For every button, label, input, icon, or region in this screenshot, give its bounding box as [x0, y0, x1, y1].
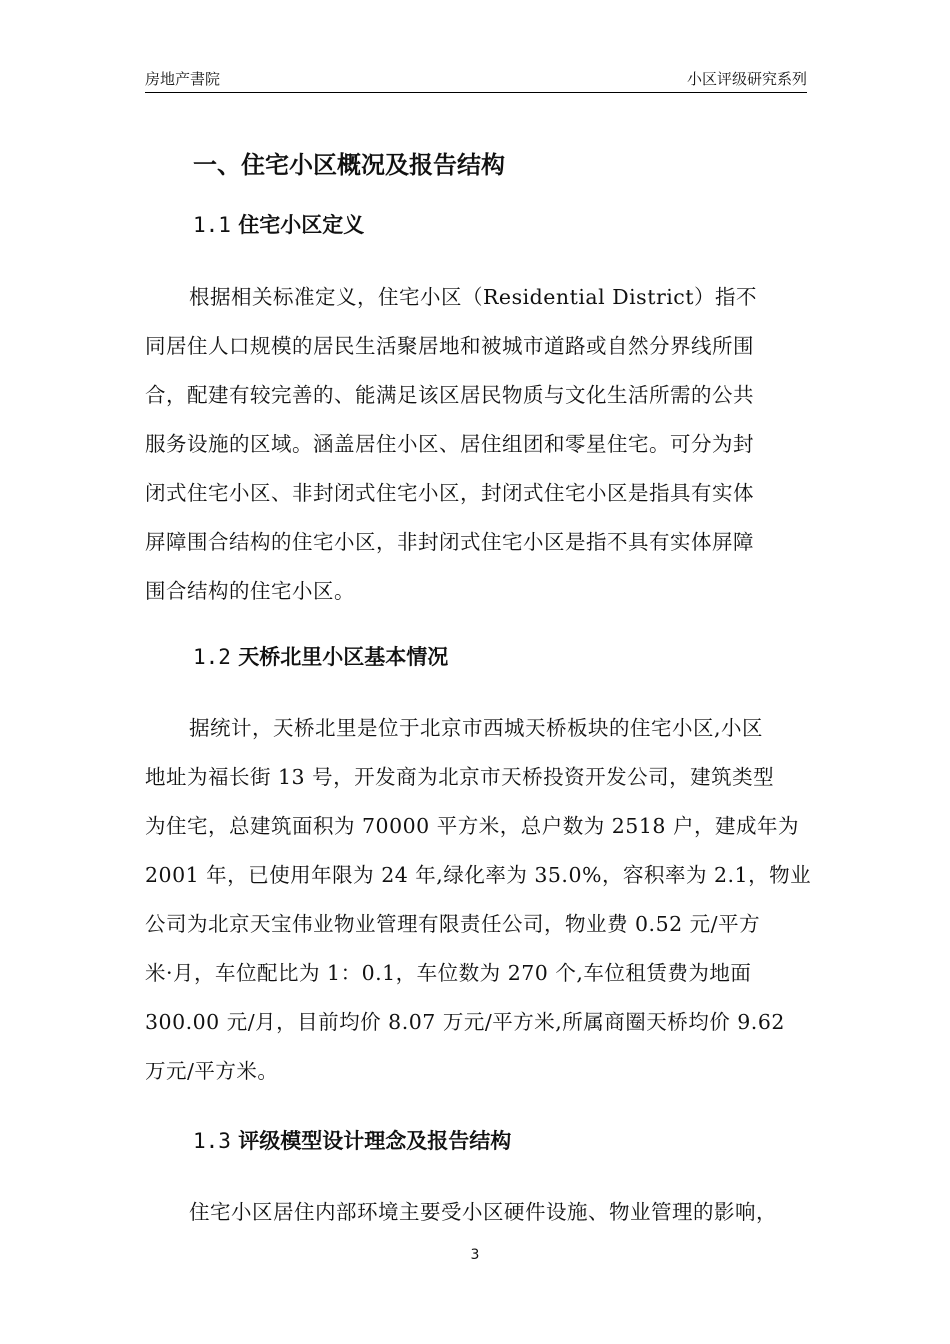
subsection-number: 1.3 — [193, 1129, 231, 1153]
subsection-title: 天桥北里小区基本情况 — [238, 645, 449, 669]
document-body — [145, 138, 812, 1237]
text-line: 闭式住宅小区、非封闭式住宅小区，封闭式住宅小区是指具有实体 — [145, 481, 754, 505]
subsection-number: 1.1 — [193, 213, 231, 237]
subsection-title: 住宅小区定义 — [238, 213, 365, 237]
text-line: 2001 年，已使用年限为 24 年,绿化率为 35.0%，容积率为 2.1，物业 — [145, 863, 812, 887]
text-line: 根据相关标准定义，住宅小区（Residential District）指不 — [189, 285, 758, 309]
page-number: 3 — [470, 1247, 480, 1263]
text-line: 围合结构的住宅小区。 — [145, 579, 355, 603]
text-line: 万元/平方米。 — [145, 1059, 279, 1083]
header-left-text: 房地产書院 — [145, 70, 221, 88]
text-line: 同居住人口规模的居民生活聚居地和被城市道路或自然分界线所围 — [145, 334, 754, 358]
text-line: 服务设施的区域。涵盖居住小区、居住组团和零星住宅。可分为封 — [145, 432, 754, 456]
text-line: 地址为福长街 13 号，开发商为北京市天桥投资开发公司，建筑类型 — [145, 765, 775, 789]
paragraph-rating-model — [145, 1188, 807, 1237]
text-line: 为住宅，总建筑面积为 70000 平方米，总户数为 2518 户，建成年为 — [145, 814, 799, 838]
text-line: 屏障围合结构的住宅小区，非封闭式住宅小区是指不具有实体屏障 — [145, 530, 754, 554]
text-line: 公司为北京天宝伟业物业管理有限责任公司，物业费 0.52 元/平方 — [145, 912, 761, 936]
text-line: 合，配建有较完善的、能满足该区居民物质与文化生活所需的公共 — [145, 383, 754, 407]
text-line: 300.00 元/月，目前均价 8.07 万元/平方米,所属商圈天桥均价 9.62 — [145, 1010, 785, 1034]
text-line: 据统计，天桥北里是位于北京市西城天桥板块的住宅小区,小区 — [189, 716, 764, 740]
text-line: 住宅小区居住内部环境主要受小区硬件设施、物业管理的影响， — [189, 1200, 777, 1224]
subsection-heading-1-3 — [145, 1116, 807, 1166]
subsection-heading-1-2 — [145, 632, 807, 682]
subsection-title: 评级模型设计理念及报告结构 — [238, 1129, 512, 1153]
subsection-heading-1-1 — [145, 200, 807, 250]
paragraph-community-info — [145, 704, 812, 1096]
subsection-number: 1.2 — [193, 645, 231, 669]
header-right-text: 小区评级研究系列 — [686, 70, 807, 88]
paragraph-definition — [145, 273, 807, 616]
section-title: 一、住宅小区概况及报告结构 — [193, 151, 505, 179]
text-line: 米·月，车位配比为 1：0.1，车位数为 270 个,车位租赁费为地面 — [145, 961, 752, 985]
page-header — [145, 64, 807, 93]
